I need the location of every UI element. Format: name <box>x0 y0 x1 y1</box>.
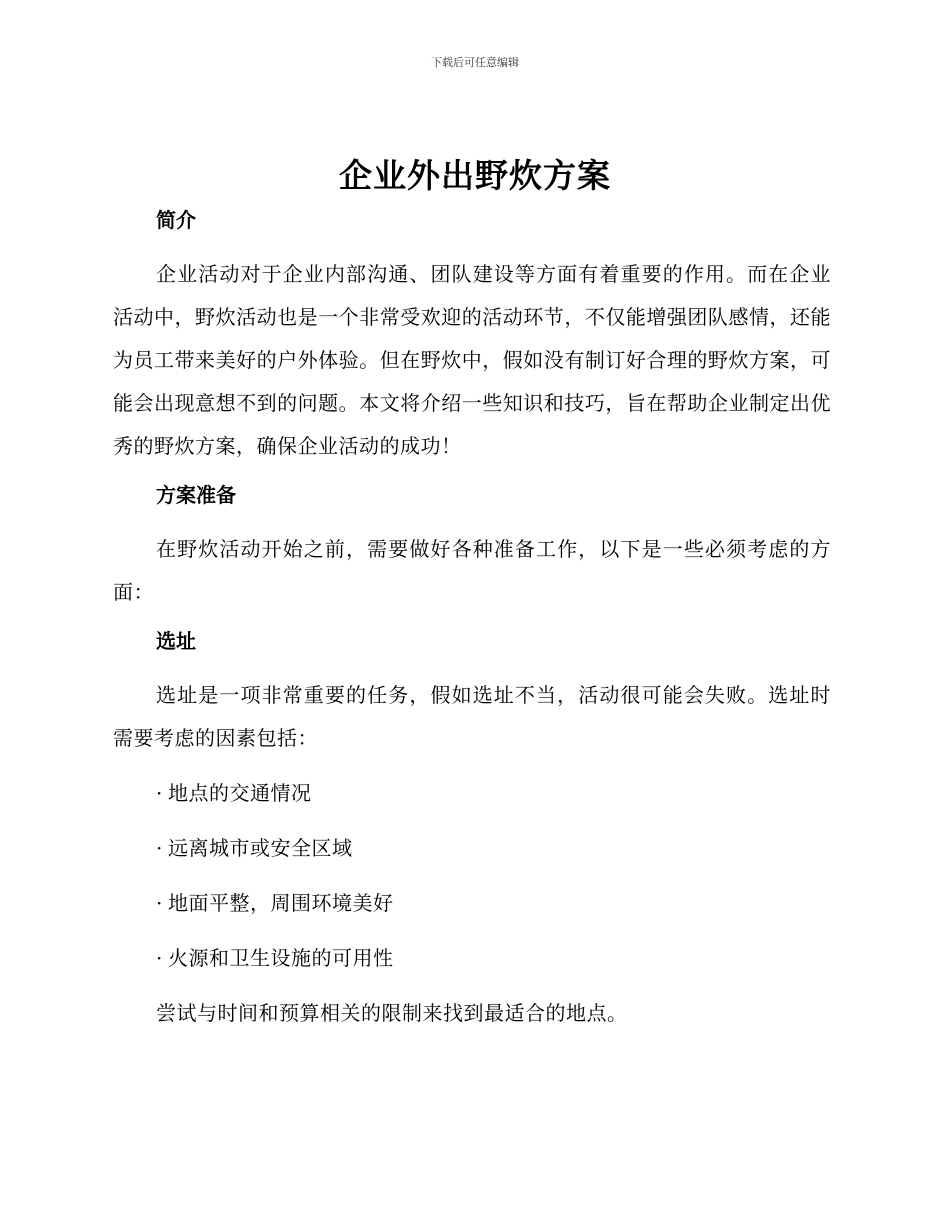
section-heading-site-selection: 选址 <box>156 629 196 653</box>
document-title: 企业外出野炊方案 <box>339 156 611 195</box>
list-item <box>156 827 831 870</box>
document-body <box>113 205 831 1047</box>
list-item <box>156 772 831 815</box>
list-item-text: 火源和卫生设施的可用性 <box>168 946 394 970</box>
bullet-icon: · <box>156 836 163 860</box>
bullet-icon: · <box>156 891 163 915</box>
site-closing-paragraph: 尝试与时间和预算相关的限制来找到最适合的地点。 <box>156 1001 628 1025</box>
section-heading-preparation: 方案准备 <box>156 483 236 507</box>
list-item-text: 地面平整，周围环境美好 <box>168 891 394 915</box>
list-item-text: 远离城市或安全区域 <box>168 836 353 860</box>
list-item-text: 地点的交通情况 <box>168 781 312 805</box>
page-header-note: 下载后可任意编辑 <box>431 56 519 69</box>
site-selection-paragraph: 选址是一项非常重要的任务，假如选址不当，活动很可能会失败。选址时需要考虑的因素包括： <box>113 683 831 750</box>
preparation-paragraph: 在野炊活动开始之前，需要做好各种准备工作，以下是一些必须考虑的方面： <box>113 537 831 604</box>
list-item <box>156 882 831 925</box>
list-item <box>156 937 831 980</box>
site-factor-list <box>113 772 831 980</box>
bullet-icon: · <box>156 946 163 970</box>
section-heading-intro: 简介 <box>156 208 196 232</box>
intro-paragraph: 企业活动对于企业内部沟通、团队建设等方面有着重要的作用。而在企业活动中，野炊活动也是一个非常受欢迎的活动环节，不仅能增强团队感情，还能为员工带来美好的户外体验。但在野炊中，假如没有制订好合理的野炊方案，可能会出现意想不到的问题。本文将介绍一些知识和技巧，旨在帮助企业制定出优秀的野炊方案，确保企业活动的成功！ <box>113 262 831 458</box>
bullet-icon: · <box>156 781 163 805</box>
